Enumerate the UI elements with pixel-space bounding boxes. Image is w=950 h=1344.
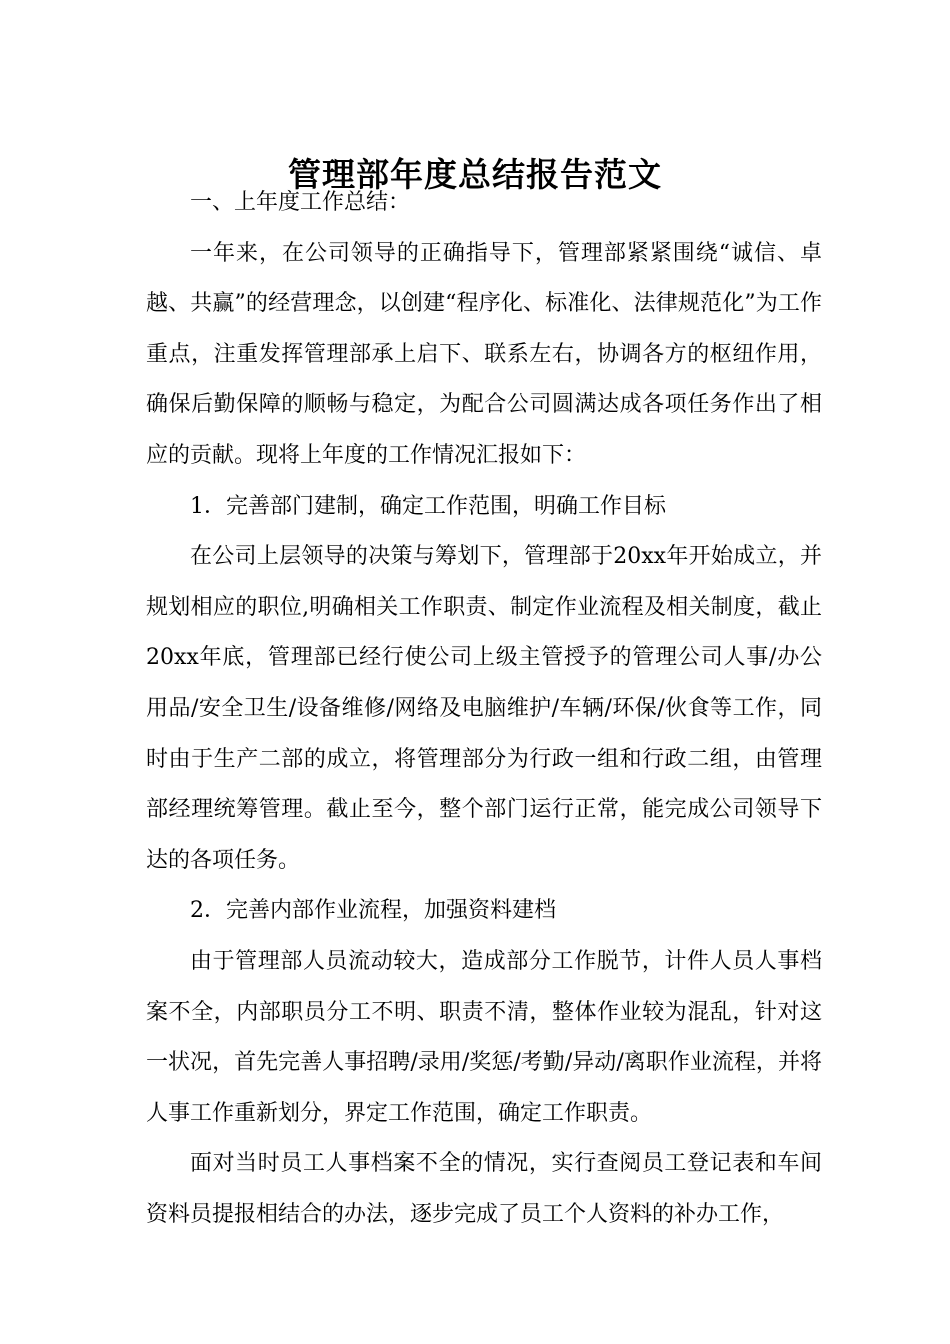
subsection-heading: 2．完善内部作业流程，加强资料建档 (190, 898, 556, 924)
body-paragraph: 由于管理部人员流动较大，造成部分工作脱节，计件人员人事档案不全，内部职员分工不明、职责不清，整体作业较为混乱，针对这一状况，首先完善人事招聘/录用/奖惩/考勤/异动/离职作业流程，并将人事工作重新划分，界定工作范围，确定工作职责。 (146, 948, 822, 1126)
document-title: 管理部年度总结报告范文 (288, 155, 662, 195)
body-paragraph: 一年来，在公司领导的正确指导下，管理部紧紧围绕“诚信、卓越、共赢”的经营理念，以创建“程序化、标准化、法律规范化”为工作重点，注重发挥管理部承上启下、联系左右，协调各方的枢纽作用，确保后勤保障的顺畅与稳定，为配合公司圆满达成各项任务作出了相应的贡献。现将上年度的工作情况汇报如下： (146, 240, 822, 468)
subsection-heading: 1．完善部门建制，确定工作范围，明确工作目标 (190, 493, 666, 519)
document-body (146, 178, 822, 1240)
body-paragraph: 面对当时员工人事档案不全的情况，实行查阅员工登记表和车间资料员提报相结合的办法，逐步完成了员工个人资料的补办工作， (146, 1151, 822, 1227)
body-paragraph: 在公司上层领导的决策与筹划下，管理部于20xx年开始成立，并规划相应的职位,明确相关工作职责、制定作业流程及相关制度，截止20xx年底，管理部已经行使公司上级主管授予的管理公司人事/办公用品/安全卫生/设备维修/网络及电脑维护/车辆/环保/伙食等工作，同时由于生产二部的成立，将管理部分为行政一组和行政二组，由管理部经理统筹管理。截止至今，整个部门运行正常，能完成公司领导下达的各项任务。 (146, 544, 822, 873)
section-heading: 一、上年度工作总结： (190, 190, 411, 215)
